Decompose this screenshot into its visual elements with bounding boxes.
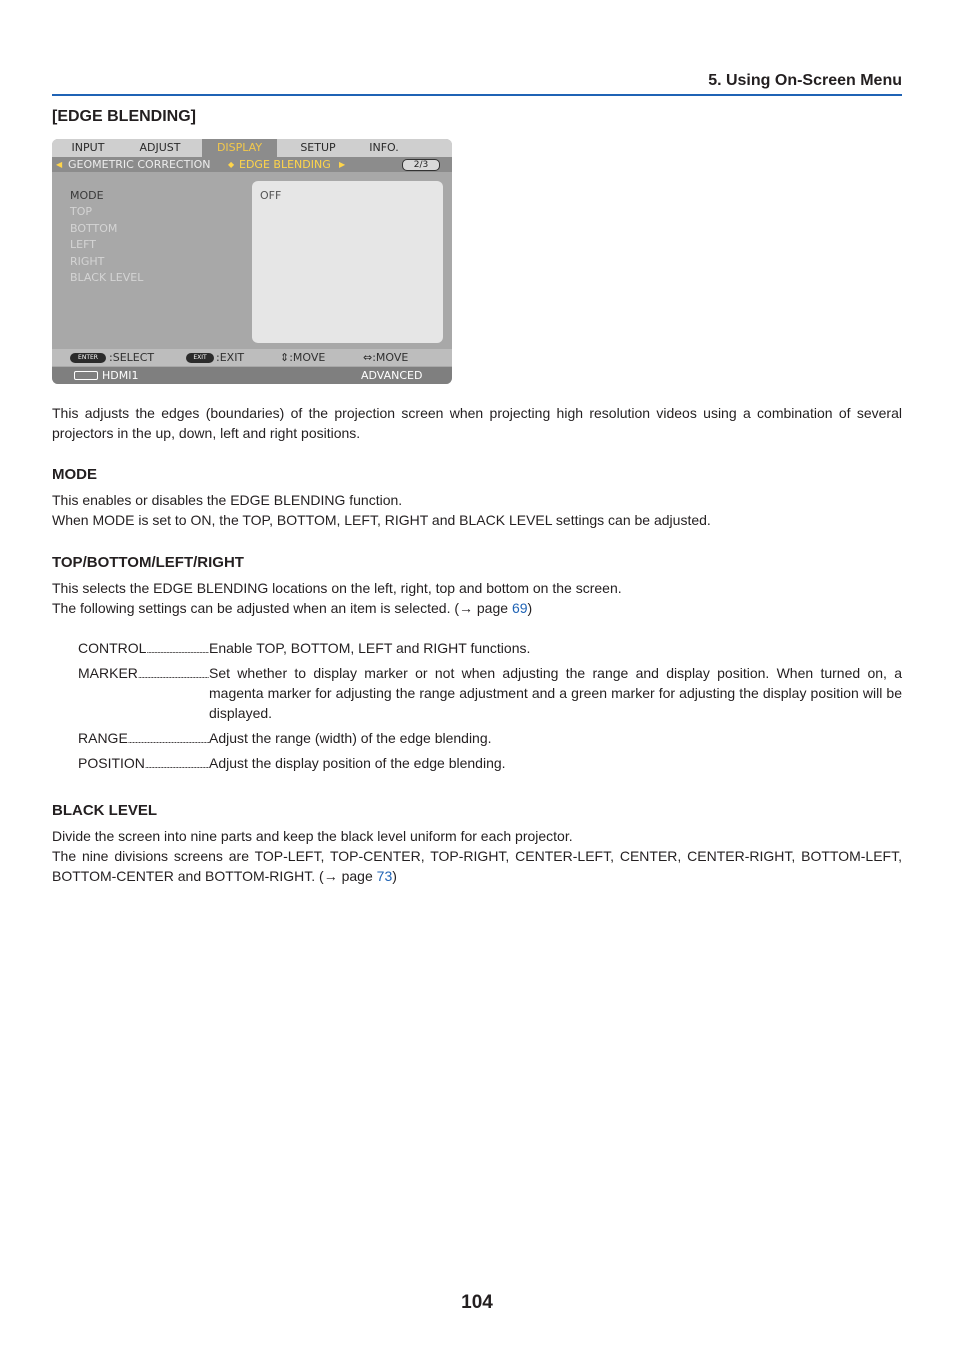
- black-level-line-2-text: The nine divisions screens are TOP-LEFT, TOP-CENTER, TOP-RIGHT, CENTER-LEFT, CENTER, CENTER-RIGHT, BOTTOM-LEFT, BOTTOM-CENTER and BOTTOM-RIGHT. (→ page: [52, 848, 902, 884]
- osd-menu-screenshot: [52, 139, 452, 384]
- hdmi-connector-icon: [74, 371, 98, 380]
- heading-top-bottom-left-right: TOP/BOTTOM/LEFT/RIGHT: [52, 554, 244, 571]
- black-level-line-2-close: ): [392, 868, 397, 884]
- page-link-73[interactable]: 73: [376, 868, 393, 884]
- osd-help-move-horizontal: ⇔:MOVE: [363, 351, 409, 364]
- black-level-line-1: Divide the screen into nine parts and keep the black level uniform for each projector.: [52, 828, 573, 844]
- osd-value-panel: [252, 181, 443, 343]
- osd-status-source: HDMI1: [102, 369, 139, 382]
- right-arrow-icon: ▶: [339, 160, 346, 169]
- osd-item-left[interactable]: LEFT: [70, 238, 96, 251]
- osd-item-right[interactable]: RIGHT: [70, 255, 105, 268]
- osd-tab-display[interactable]: DISPLAY: [202, 139, 277, 157]
- osd-tab-bar: [52, 139, 452, 157]
- osd-page-indicator: 2/3: [402, 159, 440, 171]
- enter-key-icon: ENTER: [70, 353, 106, 363]
- osd-breadcrumb: [52, 157, 452, 172]
- osd-mode-value[interactable]: OFF: [260, 189, 282, 202]
- tblr-line-2: [52, 598, 902, 618]
- osd-help-exit: :EXIT: [216, 351, 245, 364]
- def-desc-control: Enable TOP, BOTTOM, LEFT and RIGHT functions.: [209, 640, 531, 656]
- page-number: 104: [461, 1292, 493, 1313]
- chapter-header: 5. Using On-Screen Menu: [52, 70, 902, 96]
- black-level-line-2: [52, 846, 902, 886]
- separator-dot-icon: ◆: [228, 160, 235, 169]
- osd-breadcrumb-parent[interactable]: GEOMETRIC CORRECTION: [68, 158, 211, 171]
- osd-item-mode[interactable]: MODE: [70, 189, 104, 202]
- osd-breadcrumb-current[interactable]: EDGE BLENDING: [239, 158, 331, 171]
- tblr-line-1: This selects the EDGE BLENDING locations on the left, right, top and bottom on the screen.: [52, 580, 622, 596]
- mode-line-2: When MODE is set to ON, the TOP, BOTTOM, LEFT, RIGHT and BLACK LEVEL settings can be adjusted.: [52, 512, 711, 528]
- def-term-range: RANGE .....: [78, 728, 209, 750]
- osd-item-top[interactable]: TOP: [70, 205, 93, 218]
- heading-mode: MODE: [52, 466, 97, 483]
- def-term-control: CONTROL .....: [78, 638, 209, 660]
- osd-tab-info[interactable]: INFO.: [369, 141, 399, 154]
- page-link-69[interactable]: 69: [511, 600, 528, 616]
- def-term-position: POSITION .....: [78, 753, 209, 775]
- def-term-marker: MARKER .....: [78, 663, 209, 685]
- exit-key-icon: EXIT: [186, 353, 214, 363]
- def-desc-range: Adjust the range (width) of the edge blending.: [209, 730, 492, 746]
- heading-black-level: BLACK LEVEL: [52, 802, 157, 819]
- section-title: [EDGE BLENDING]: [52, 108, 196, 125]
- intro-paragraph: This adjusts the edges (boundaries) of the projection screen when projecting high resolution videos using a combination of several projectors in the up, down, left and right positions.: [52, 405, 902, 441]
- mode-line-1: This enables or disables the EDGE BLENDING function.: [52, 492, 403, 508]
- def-desc-position: Adjust the display position of the edge blending.: [209, 755, 506, 771]
- osd-tab-setup[interactable]: SETUP: [300, 141, 336, 154]
- osd-help-move-vertical: ⇕:MOVE: [280, 351, 326, 364]
- def-desc-marker: Set whether to display marker or not when adjusting the range and display position. When turned on, a magenta marker for adjusting the range adjustment and a green marker for adjusting the display position will be displayed.: [209, 665, 902, 721]
- osd-status-bar: [52, 367, 452, 384]
- osd-help-bar: [52, 349, 452, 366]
- osd-item-bottom[interactable]: BOTTOM: [70, 222, 118, 235]
- osd-status-mode: ADVANCED: [361, 369, 423, 382]
- tblr-line-2-text: The following settings can be adjusted when an item is selected. (→ page: [52, 600, 512, 616]
- osd-tab-input[interactable]: INPUT: [71, 141, 105, 154]
- osd-help-select: :SELECT: [109, 351, 155, 364]
- osd-tab-adjust[interactable]: ADJUST: [139, 141, 181, 154]
- left-arrow-icon: ◀: [56, 160, 63, 169]
- tblr-line-2-close: ): [527, 600, 533, 616]
- osd-item-black-level[interactable]: BLACK LEVEL: [70, 271, 144, 284]
